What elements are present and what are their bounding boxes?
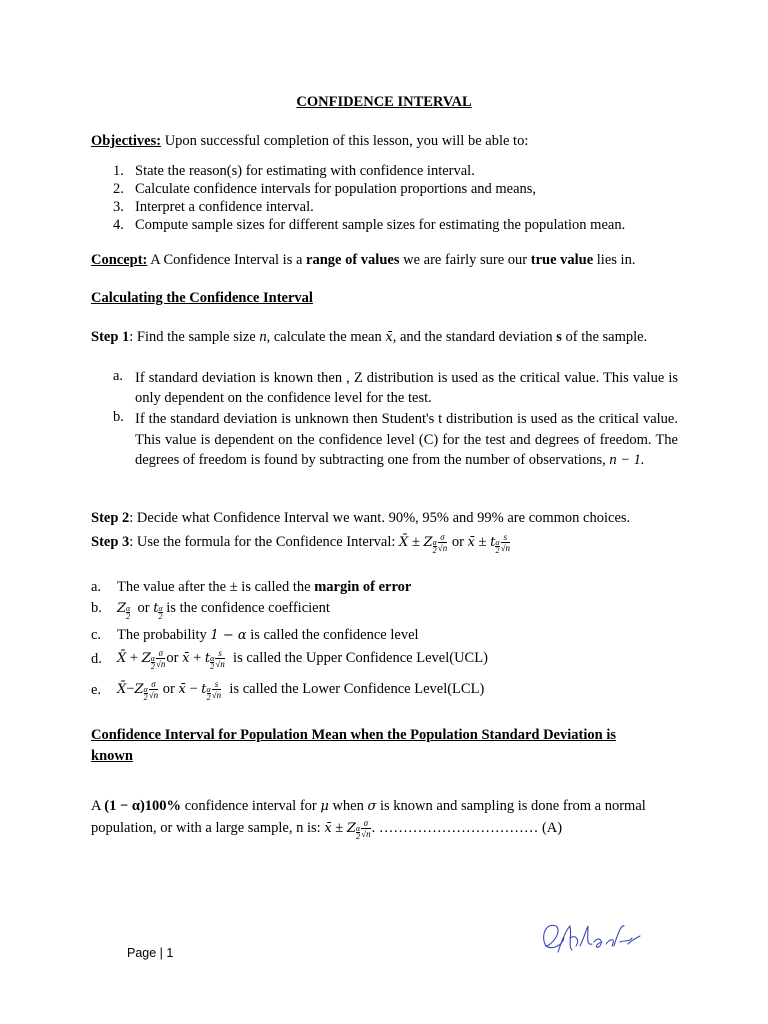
section2-para-line2: population, or with a large sample, n is: x̄ ± Z $\frac{\alpha}{2}$ $\frac{\sigma}{√n}$ . …………………………… (A) — [91, 818, 563, 841]
math-xbar: x̄ — [324, 820, 332, 836]
alpha-half-sub — [126, 605, 130, 620]
math-xbar: x̄ — [467, 534, 475, 550]
step1-item-b-tail: n − 1. — [609, 452, 645, 468]
objectives-label: Objectives: — [91, 133, 162, 149]
alpha-half-sub — [144, 686, 148, 701]
objective-item: Calculate confidence intervals for population proportions and means, — [135, 181, 537, 197]
step2-label: Step 2 — [91, 510, 130, 526]
sigma-over-sqrtn — [149, 679, 158, 700]
math-t: t — [204, 650, 211, 666]
concept-line — [91, 252, 635, 269]
alpha-half-sub — [151, 655, 155, 670]
s-over-sqrtn — [501, 532, 510, 553]
sub-alpha: α — [495, 537, 500, 547]
para-text: is known and sampling is done from a normal — [379, 798, 646, 814]
list2-c-text: is called the confidence level — [250, 627, 419, 643]
para-text: confidence interval for — [184, 798, 317, 814]
math-pm: ± — [478, 533, 487, 550]
frac-den: √n — [155, 659, 166, 669]
objective-item: Compute sample sizes for different sample sizes for estimating the population mean. — [135, 217, 626, 233]
section2-heading-line1: Confidence Interval for Population Mean when the Population Standard Deviation is — [91, 727, 616, 743]
sub-two: 2 — [210, 661, 215, 671]
s-over-sqrtn — [215, 648, 224, 669]
list2-item-d — [117, 648, 488, 670]
alpha-half-sub — [356, 825, 360, 840]
objectives-line — [91, 133, 528, 150]
alpha-half-sub — [433, 539, 437, 554]
frac-num: s — [501, 532, 510, 543]
math-t: t — [201, 681, 207, 697]
or-text: or — [162, 680, 175, 697]
math-z: Z — [423, 534, 433, 550]
signature — [536, 916, 646, 966]
objective-number: 2. — [113, 181, 124, 197]
step1-item-a: If standard deviation is known then , Z distribution is used as the critical value. This value is only dependent on the confidence level for the test. — [135, 370, 678, 406]
concept-bold: true value — [530, 252, 594, 268]
math-z: Z — [141, 650, 151, 666]
frac-num: σ — [361, 818, 370, 829]
step1-xbar: x̄ — [385, 330, 393, 345]
list2-a-bold: margin of error — [314, 579, 412, 595]
sub-two: 2 — [495, 545, 500, 555]
math-plus: + — [129, 649, 139, 666]
sigma-over-sqrtn — [361, 818, 370, 839]
list2-item-b — [117, 600, 330, 620]
para-text: A — [91, 798, 101, 814]
leader-dots: …………………………… — [378, 819, 539, 836]
s-over-sqrtn — [212, 679, 221, 700]
math-sigma: σ — [367, 799, 377, 814]
list2-item-c — [117, 627, 419, 644]
step1-text: , and the standard deviation — [392, 329, 553, 345]
list2-c-text: The probability — [117, 627, 207, 643]
or-text: or — [166, 649, 179, 666]
alpha-half-sub — [495, 539, 499, 554]
math-pm: ± — [411, 533, 420, 550]
list2-e-text: is called the Lower Confidence Level(LCL) — [229, 680, 485, 697]
para-conf: (1 − α)100% — [104, 798, 182, 814]
sigma-over-sqrtn — [156, 648, 165, 669]
sub-two: 2 — [158, 612, 163, 621]
step2-text: : Decide what Confidence Interval we want. 90%, 95% and 99% are common choices. — [129, 510, 631, 526]
frac-num: σ — [156, 648, 165, 659]
para-text: population, or with a large sample, n is: — [91, 819, 321, 836]
math-one-minus-alpha: 1 − α — [210, 628, 247, 643]
objective-item: Interpret a confidence interval. — [135, 199, 314, 215]
concept-bold: range of values — [306, 252, 400, 268]
math-t: t — [490, 534, 496, 550]
sub-two: 2 — [150, 661, 155, 671]
step1-s: s — [556, 329, 562, 345]
math-xbar: X̄ — [117, 650, 127, 666]
page-title: CONFIDENCE INTERVAL — [296, 94, 472, 110]
sub-alpha: α — [210, 653, 215, 663]
step1-text: : Find the sample size — [129, 329, 256, 345]
sub-alpha: α — [355, 823, 361, 833]
list2-item-e — [117, 679, 484, 701]
objective-number: 1. — [113, 163, 124, 179]
list2-item-a — [117, 579, 411, 596]
list2-marker: d. — [91, 651, 102, 667]
step1-item-marker: b. — [113, 409, 124, 425]
concept-label: Concept: — [91, 252, 148, 268]
sub-alpha: α — [126, 604, 131, 613]
math-minus: − — [126, 680, 135, 697]
frac-num: s — [212, 679, 221, 690]
or-text: or — [137, 600, 150, 616]
objectives-intro: Upon successful completion of this lesson, you will be able to: — [164, 133, 529, 149]
step3-label: Step 3 — [91, 533, 130, 550]
list2-marker: a. — [91, 579, 102, 595]
step1-label: Step 1 — [91, 329, 130, 345]
objective-number: 3. — [113, 199, 124, 215]
list2-b-text: is the confidence coefficient — [166, 600, 330, 616]
objective-number: 4. — [113, 217, 124, 233]
frac-num: σ — [438, 532, 447, 543]
step1-text: of the sample. — [565, 329, 648, 345]
math-z: Z — [346, 820, 356, 836]
sigma-over-sqrtn — [438, 532, 447, 553]
sub-alpha: α — [432, 537, 437, 547]
alpha-half-sub — [207, 686, 211, 701]
page-number: Page | 1 — [127, 946, 174, 960]
para-text: when — [332, 798, 364, 814]
or-text: or — [451, 533, 464, 550]
frac-den: √n — [437, 543, 448, 553]
step1-item-b — [135, 409, 678, 471]
concept-text: we are fairly sure our — [403, 252, 528, 268]
step1-line — [91, 329, 647, 346]
sub-two: 2 — [432, 545, 437, 555]
step3-line — [91, 532, 511, 554]
list2-a-text: The value after the ± is called the — [117, 579, 311, 595]
sub-two: 2 — [126, 612, 131, 621]
math-xbar: X̄ — [399, 534, 409, 550]
equation-label: (A) — [541, 819, 563, 836]
sub-alpha: α — [206, 684, 211, 694]
step3-text: : Use the formula for the Confidence Interval: — [129, 533, 396, 550]
math-mu: μ — [320, 799, 329, 814]
concept-text: lies in. — [596, 252, 636, 268]
step1-item-marker: a. — [113, 368, 124, 384]
sub-alpha: α — [143, 684, 148, 694]
sub-two: 2 — [356, 831, 361, 841]
frac-den: √n — [215, 659, 225, 669]
frac-num: σ — [149, 679, 158, 690]
math-z: Z — [134, 681, 144, 697]
math-z: Z — [117, 601, 127, 616]
math-plus: + — [193, 649, 202, 666]
list2-d-text: is called the Upper Confidence Level(UCL) — [233, 649, 488, 666]
sub-two: 2 — [143, 692, 148, 702]
step2-line — [91, 510, 630, 527]
list2-marker: e. — [91, 682, 102, 698]
concept-text: A Confidence Interval is a — [150, 252, 303, 268]
objective-item: State the reason(s) for estimating with confidence interval. — [135, 163, 475, 179]
sub-alpha: α — [150, 653, 155, 663]
alpha-half-sub — [158, 605, 162, 620]
frac-den: √n — [211, 690, 222, 700]
frac-den: √n — [361, 829, 371, 839]
frac-den: √n — [148, 690, 159, 700]
math-minus: − — [189, 680, 198, 697]
math-pm: ± — [335, 819, 344, 836]
math-xbar: x̄ — [178, 681, 186, 697]
list2-marker: c. — [91, 627, 102, 643]
frac-num: s — [215, 648, 224, 659]
list2-marker: b. — [91, 600, 102, 616]
alpha-half-sub — [210, 655, 214, 670]
sub-alpha: α — [158, 604, 163, 613]
frac-den: √n — [500, 543, 511, 553]
step1-item-b-text: If the standard deviation is unknown then Student's t distribution is used as the critical value. This value is dependent on the confidence level (C) for the test and degrees of freedom. The degrees of freedom is found by subtracting one from the number of observations, — [135, 411, 678, 468]
calc-heading: Calculating the Confidence Interval — [91, 290, 313, 306]
step1-n: n — [259, 329, 267, 345]
section2-heading-line2: known — [91, 748, 133, 764]
section2-para-line1 — [91, 798, 646, 815]
math-t: t — [153, 601, 159, 616]
math-xbar: X̄ — [117, 681, 127, 697]
math-xbar: x̄ — [182, 650, 190, 666]
sub-two: 2 — [206, 692, 211, 702]
signature-stroke — [544, 925, 640, 952]
step1-text: , calculate the mean — [266, 329, 382, 345]
